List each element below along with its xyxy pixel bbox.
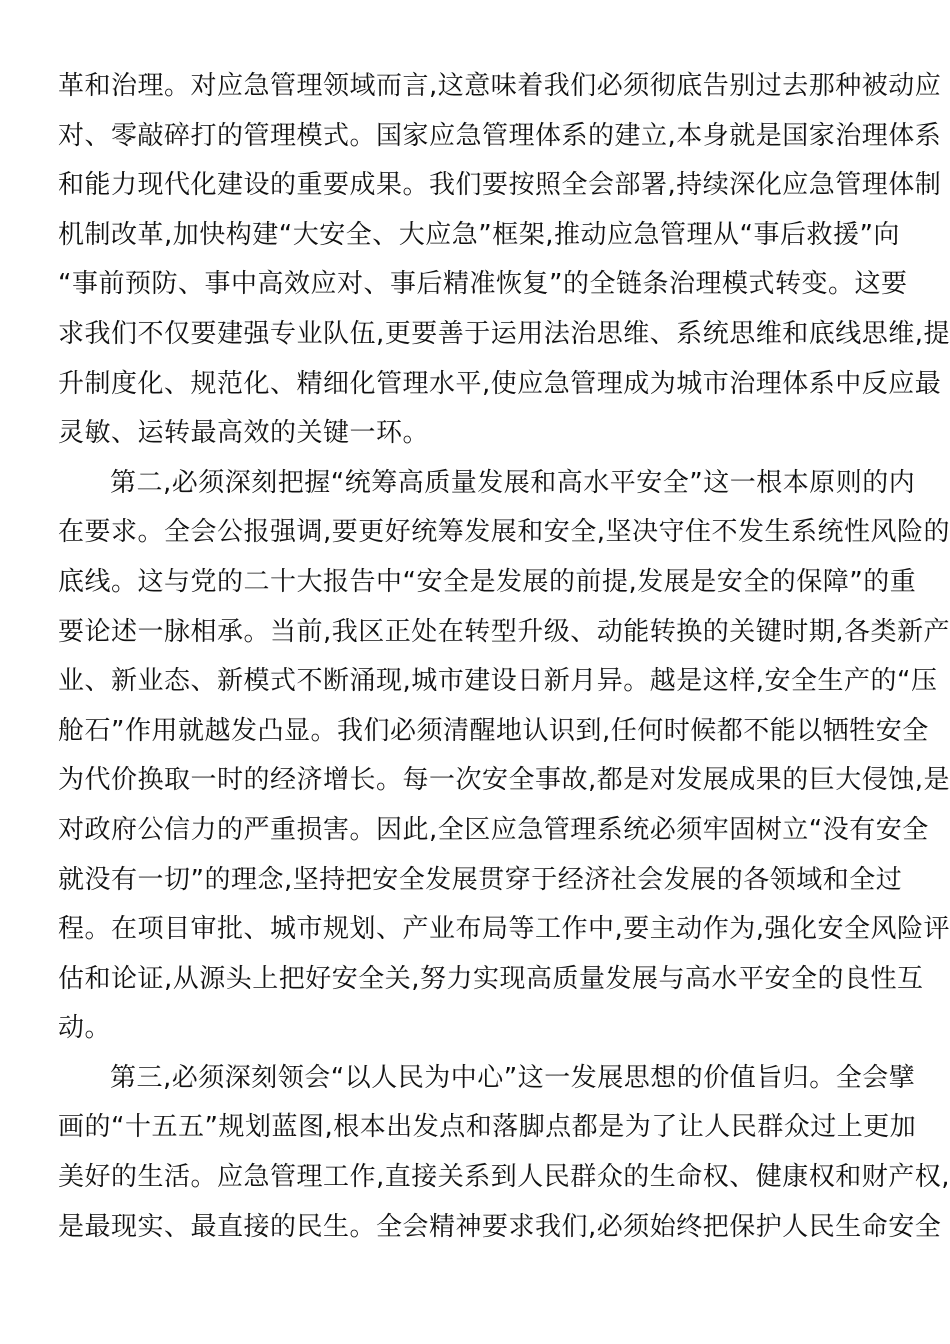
text-line: 第二,必须深刻把握“统筹高质量发展和高水平安全”这一根本原则的内: [110, 467, 916, 498]
text-line: 机制改革,加快构建“大安全、大应急”框架,推动应急管理从“事后救援”向: [58, 219, 900, 250]
text-line: 美好的生活。应急管理工作,直接关系到人民群众的生命权、健康权和财产权,: [58, 1162, 950, 1193]
paragraph-3: [58, 1054, 950, 1252]
text-line: 就没有一切”的理念,坚持把安全发展贯穿于经济社会发展的各领域和全过: [58, 864, 903, 895]
text-line: 底线。这与党的二十大报告中“安全是发展的前提,发展是安全的保障”的重: [58, 566, 917, 597]
text-line: 第三,必须深刻领会“以人民为中心”这一发展思想的价值旨归。全会擘: [110, 1062, 916, 1093]
text-line: 求我们不仅要建强专业队伍,更要善于运用法治思维、系统思维和底线思维,提: [58, 318, 950, 349]
text-line: 动。: [58, 1013, 112, 1044]
text-line: 要论述一脉相承。当前,我区正处在转型升级、动能转换的关键时期,各类新产: [58, 616, 950, 647]
text-line: 业、新业态、新模式不断涌现,城市建设日新月异。越是这样,安全生产的“压: [58, 666, 938, 697]
text-line: 画的“十五五”规划蓝图,根本出发点和落脚点都是为了让人民群众过上更加: [58, 1112, 917, 1143]
text-line: 为代价换取一时的经济增长。每一次安全事故,都是对发展成果的巨大侵蚀,是: [58, 765, 950, 796]
text-line: “事前预防、事中高效应对、事后精准恢复”的全链条治理模式转变。这要: [58, 269, 908, 300]
text-line: 升制度化、规范化、精细化管理水平,使应急管理成为城市治理体系中反应最: [58, 368, 942, 399]
text-line: 舱石”作用就越发凸显。我们必须清醒地认识到,任何时候都不能以牺牲安全: [58, 715, 929, 746]
text-line: 是最现实、最直接的民生。全会精神要求我们,必须始终把保护人民生命安全: [58, 1211, 942, 1242]
text-line: 对政府公信力的严重损害。因此,全区应急管理系统必须牢固树立“没有安全: [58, 814, 929, 845]
text-line: 革和治理。对应急管理领域而言,这意味着我们必须彻底告别过去那种被动应: [58, 71, 942, 101]
text-line: 程。在项目审批、城市规划、产业布局等工作中,要主动作为,强化安全风险评: [58, 914, 950, 945]
document-page: [58, 62, 950, 1252]
paragraph-1: [58, 62, 950, 459]
text-line: 灵敏、运转最高效的关键一环。: [58, 418, 430, 449]
text-line: 对、零敲碎打的管理模式。国家应急管理体系的建立,本身就是国家治理体系: [58, 120, 942, 151]
text-line: 在要求。全会公报强调,要更好统筹发展和安全,坚决守住不发生系统性风险的: [58, 517, 950, 548]
text-line: 和能力现代化建设的重要成果。我们要按照全会部署,持续深化应急管理体制: [58, 170, 942, 201]
paragraph-2: [58, 459, 950, 1054]
text-line: 估和论证,从源头上把好安全关,努力实现高质量发展与高水平安全的良性互: [58, 963, 924, 994]
